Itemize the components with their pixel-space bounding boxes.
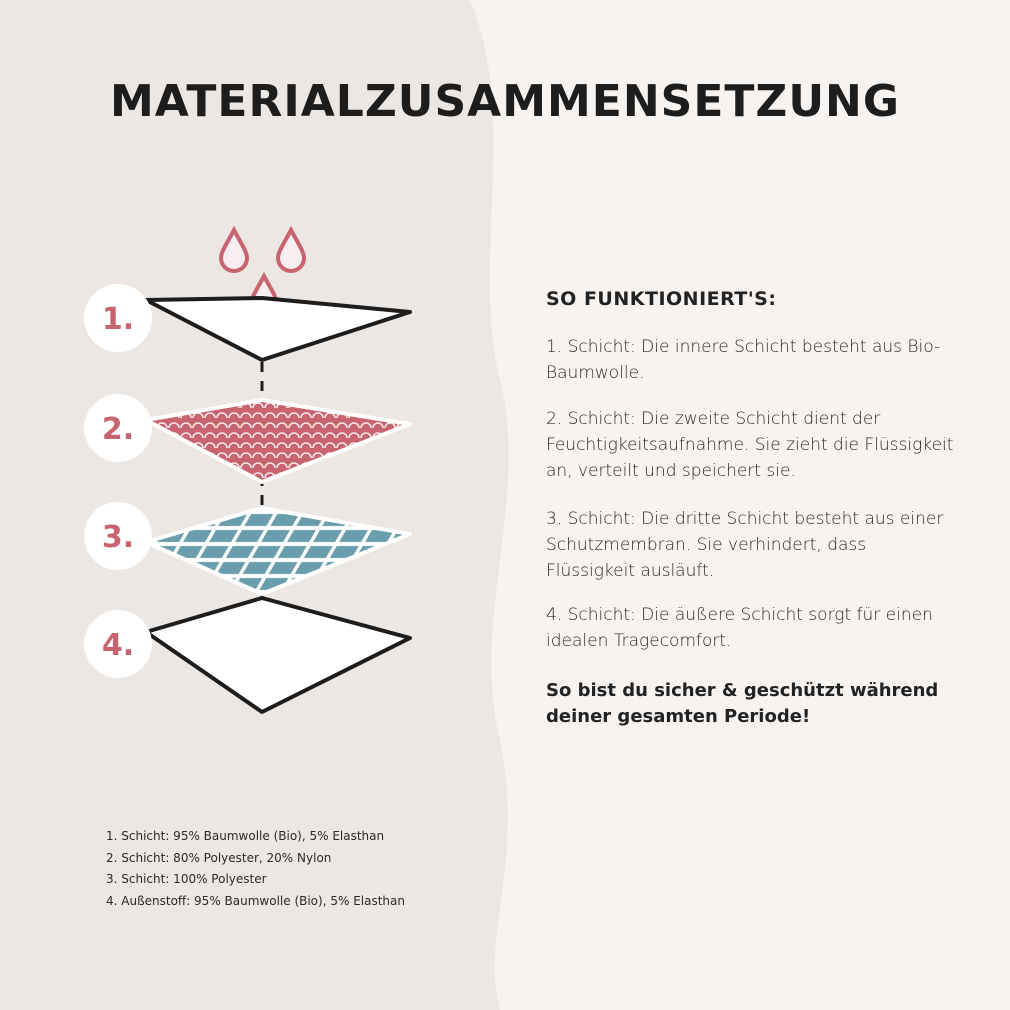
composition-item: 2. Schicht: 80% Polyester, 20% Nylon [106,850,332,865]
howto-step-2: 2. Schicht: Die zweite Schicht dient der Feuchtigkeitsaufnahme. Sie zieht die Flüssigkeit an, verteilt und speichert sie. [546,409,954,481]
layer-2-absorbent-sheet [146,400,410,482]
page-title: MATERIALZUSAMMENSETZUNG [110,76,900,127]
closing-statement: So bist du sicher & geschützt während deiner gesamten Periode! [546,680,939,727]
howto-step-4: 4. Schicht: Die äußere Schicht sorgt für einen idealen Tragecomfort. [546,605,933,651]
layer-2-badge [84,394,152,462]
howto-step-3: 3. Schicht: Die dritte Schicht besteht aus einer Schutzmembran. Sie verhindert, dass Flüssigkeit ausläuft. [546,509,944,581]
howto-heading: SO FUNKTIONIERT'S: [546,288,777,310]
layer-4-badge [84,610,152,678]
water-drop-icon [278,230,304,271]
water-drop-icon [221,230,247,271]
layer-1-label: 1. [101,302,135,337]
howto-step-1: 1. Schicht: Die innere Schicht besteht aus Bio-Baumwolle. [546,337,941,383]
layer-4-label: 4. [101,628,135,663]
layer-3-label: 3. [101,520,135,555]
layer-1-sheet [146,298,410,360]
composition-item: 3. Schicht: 100% Polyester [106,872,267,886]
layer-4-sheet [146,598,410,712]
composition-list [106,826,405,912]
composition-item: 4. Außenstoff: 95% Baumwolle (Bio), 5% Elasthan [106,893,405,908]
layer-2-label: 2. [101,412,135,447]
layer-3-badge [84,502,152,570]
layer-1-badge [84,284,152,352]
composition-item: 1. Schicht: 95% Baumwolle (Bio), 5% Elasthan [106,829,385,843]
layer-3-membrane-sheet [146,508,410,594]
